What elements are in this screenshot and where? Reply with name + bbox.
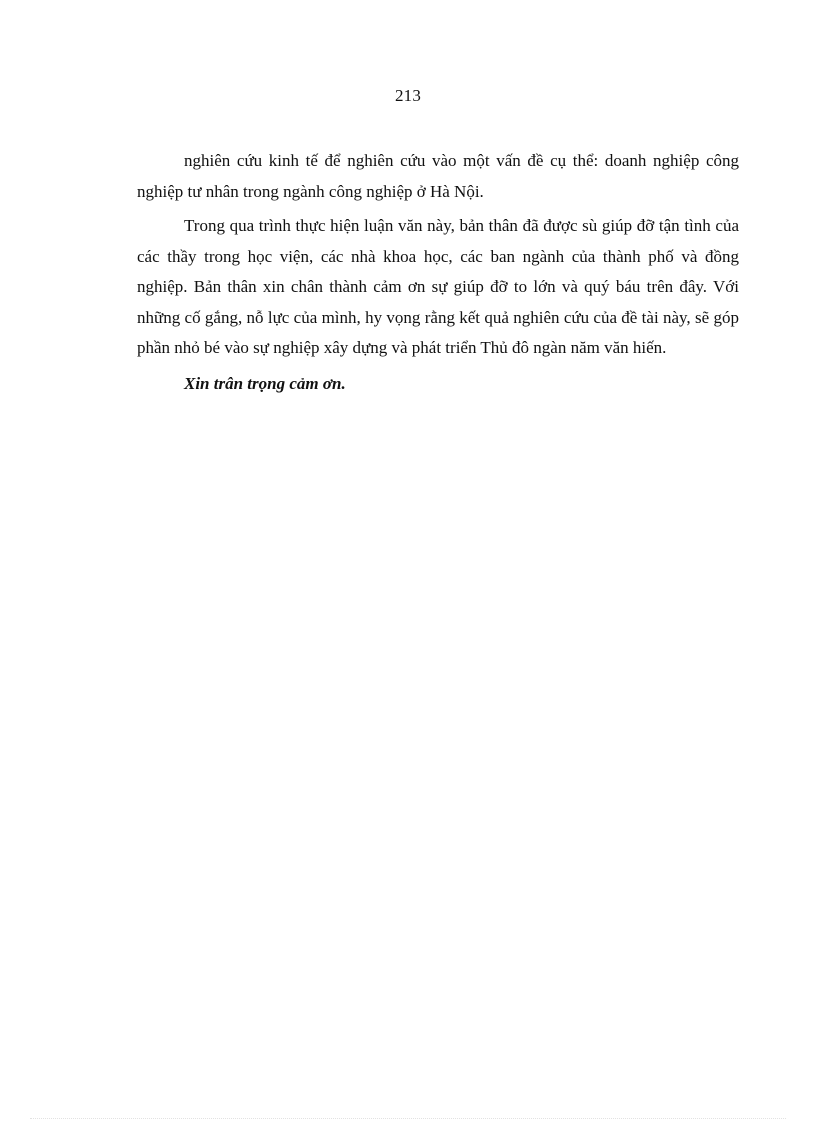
page-bottom-divider bbox=[30, 1118, 786, 1119]
body-text bbox=[137, 146, 739, 399]
paragraph-continued: nghiên cứu kinh tế để nghiên cứu vào một vấn đề cụ thể: doanh nghiệp công nghiệp tư nhân trong ngành công nghiệp ở Hà Nội. bbox=[137, 151, 739, 201]
paragraph-acknowledgement: Trong qua trình thực hiện luận văn này, bản thân đã được sù giúp đỡ tận tình của các thầy trong học viện, các nhà khoa học, các ban ngành của thành phố và đồng nghiệp. Bản thân xin chân thành cảm ơn sự giúp đỡ to lớn và quý báu trên đây. Với những cố gắng, nỗ lực của mình, hy vọng rằng kết quả nghiên cứu của đề tài này, sẽ góp phần nhỏ bé vào sự nghiệp xây dựng và phát triển Thủ đô ngàn năm văn hiến. bbox=[137, 216, 739, 357]
closing-line: Xin trân trọng cảm ơn. bbox=[184, 373, 346, 393]
page-number: 213 bbox=[394, 86, 422, 105]
